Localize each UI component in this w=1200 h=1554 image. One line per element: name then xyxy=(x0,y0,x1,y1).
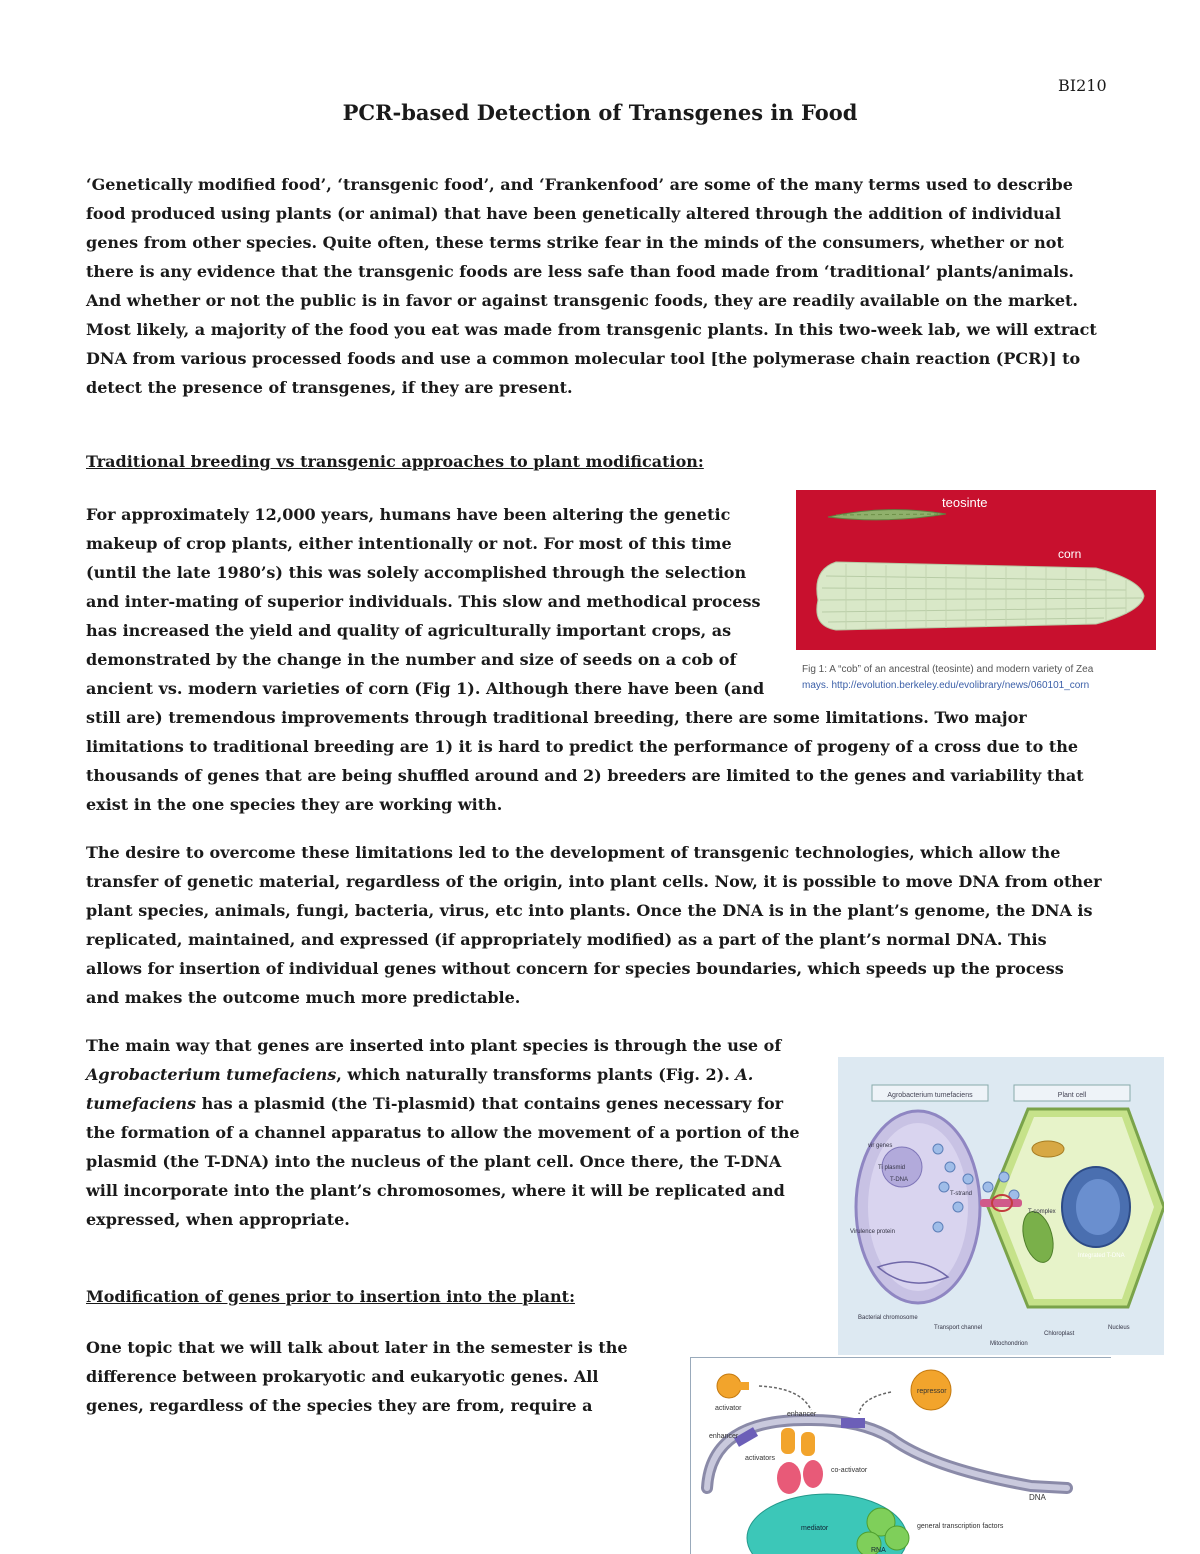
agrobacterium-illustration xyxy=(838,1057,1164,1355)
figure-3-transcription-diagram xyxy=(690,1357,1111,1554)
para-line: ancient vs. modern varieties of corn (Fig 1). Although there have been (and xyxy=(86,679,765,698)
para-line: and makes the outcome much more predictable. xyxy=(86,988,521,1007)
species-abbrev: A. xyxy=(735,1065,754,1084)
corn-illustration xyxy=(796,490,1156,650)
co-activator-label: co-activator xyxy=(831,1467,868,1474)
virulence-label: Virulence protein xyxy=(850,1229,895,1235)
page-title: PCR-based Detection of Transgenes in Food xyxy=(342,100,858,125)
para-line: and inter-mating of superior individuals. This slow and methodical process xyxy=(86,592,761,611)
mitochondrion-label: Mitochondrion xyxy=(990,1341,1028,1347)
para-line xyxy=(86,1060,800,1089)
para-line: genes, regardless of the species they are from, require a xyxy=(86,1396,593,1415)
gene-modification-paragraph xyxy=(86,1333,628,1420)
corn-label: corn xyxy=(1058,547,1082,561)
dna-label: DNA xyxy=(1029,1493,1046,1502)
para-line: limitations to traditional breeding are 1) it is hard to predict the performance of progeny of a cross due to the xyxy=(86,737,1079,756)
agrobacterium-paragraph xyxy=(86,1031,800,1234)
section-heading-gene-modification: Modification of genes prior to insertion into the plant: xyxy=(86,1287,575,1306)
intro-paragraph xyxy=(86,170,1097,402)
caption-url[interactable]: mays. http://evolution.berkeley.edu/evolibrary/news/060101_corn xyxy=(802,680,1090,691)
intro-line: And whether or not the public is in favor or against transgenic foods, they are readily available on the market. xyxy=(86,291,1078,310)
species-name: Agrobacterium tumefaciens xyxy=(86,1065,337,1084)
enhancer-label-left: enhancer xyxy=(709,1433,739,1440)
intro-line: there is any evidence that the transgenic foods are less safe than food made from ‘traditional’ plants/animals. xyxy=(86,262,1074,281)
caption-text: Fig 1: A “cob” of an ancestral (teosinte) and modern variety of Zea xyxy=(802,664,1094,675)
species-name: tumefaciens xyxy=(86,1094,197,1113)
para-line: will incorporate into the plant’s chromosomes, where it will be replicated and xyxy=(86,1181,785,1200)
section-heading-traditional-breeding: Traditional breeding vs transgenic approaches to plant modification: xyxy=(86,452,704,471)
para-text: , which naturally transforms plants (Fig. 2). xyxy=(336,1065,736,1084)
general-transcription-factors-label: general transcription factors xyxy=(917,1523,1004,1530)
para-line: allows for insertion of individual genes without concern for species boundaries, which speeds up the process xyxy=(86,959,1064,978)
intro-line: detect the presence of transgenes, if they are present. xyxy=(86,378,573,397)
para-line: plant species, animals, fungi, bacteria, virus, etc into plants. Once the DNA is in the plant’s genome, the DNA is xyxy=(86,901,1093,920)
transcription-illustration xyxy=(691,1358,1111,1554)
intro-line: Most likely, a majority of the food you eat was made from transgenic plants. In this two-week lab, we will extract xyxy=(86,320,1097,339)
para-line: makeup of crop plants, either intentionally or not. For most of this time xyxy=(86,534,732,553)
mediator-label: mediator xyxy=(801,1525,829,1532)
para-line: thousands of genes that are being shuffled around and 2) breeders are limited to the genes and variability that xyxy=(86,766,1084,785)
para-line: replicated, maintained, and expressed (if appropriately modified) as a part of the plant’s normal DNA. This xyxy=(86,930,1047,949)
activator-label: activator xyxy=(715,1405,742,1412)
t-complex-label: T-complex xyxy=(1028,1209,1056,1215)
para-line: The desire to overcome these limitations led to the development of transgenic technologies, which allow the xyxy=(86,843,1061,862)
para-line: The main way that genes are inserted into plant species is through the use of xyxy=(86,1036,782,1055)
para-line: (until the late 1980’s) this was solely accomplished through the selection xyxy=(86,563,747,582)
para-line xyxy=(86,1089,800,1118)
para-line: still are) tremendous improvements through traditional breeding, there are some limitations. Two major xyxy=(86,708,1027,727)
intro-line: DNA from various processed foods and use a common molecular tool [the polymerase chain reaction (PCR)] to xyxy=(86,349,1081,368)
para-line: demonstrated by the change in the number and size of seeds on a cob of xyxy=(86,650,737,669)
ti-plasmid-label: Ti plasmid xyxy=(878,1165,906,1171)
rna-label: RNA xyxy=(871,1547,886,1554)
para-line: exist in the one species they are working with. xyxy=(86,795,503,814)
enhancer-label: enhancer xyxy=(787,1411,817,1418)
para-line: plasmid (the T-DNA) into the nucleus of the plant cell. Once there, the T-DNA xyxy=(86,1152,782,1171)
vir-genes-label: vir genes xyxy=(868,1143,893,1149)
transgenic-paragraph xyxy=(86,838,1102,1012)
intro-line: food produced using plants (or animal) that have been genetically altered through the addition of individual xyxy=(86,204,1062,223)
figure-1-corn-image xyxy=(796,490,1156,650)
transport-channel-label: Transport channel xyxy=(934,1325,983,1331)
t-strand-label: T-strand xyxy=(950,1191,973,1197)
intro-line: genes from other species. Quite often, these terms strike fear in the minds of the consumers, whether or not xyxy=(86,233,1064,252)
activators-label: activators xyxy=(745,1455,775,1462)
para-line: One topic that we will talk about later in the semester is the xyxy=(86,1338,628,1357)
intro-line: ‘Genetically modified food’, ‘transgenic food’, and ‘Frankenfood’ are some of the many terms used to describe xyxy=(86,175,1073,194)
teosinte-label: teosinte xyxy=(942,495,988,510)
para-line: expressed, when appropriate. xyxy=(86,1210,350,1229)
para-line: transfer of genetic material, regardless of the origin, into plant cells. Now, it is possible to move DNA from other xyxy=(86,872,1102,891)
figure-1-caption xyxy=(802,662,1162,694)
para-line: difference between prokaryotic and eukaryotic genes. All xyxy=(86,1367,599,1386)
para-line: the formation of a channel apparatus to allow the movement of a portion of the xyxy=(86,1123,800,1142)
para-line: For approximately 12,000 years, humans have been altering the genetic xyxy=(86,505,731,524)
t-dna-label: T-DNA xyxy=(890,1177,908,1183)
plant-cell-label: Plant cell xyxy=(1057,1092,1087,1099)
agro-label: Agrobacterium tumefaciens xyxy=(887,1092,973,1099)
chloroplast-label: Chloroplast xyxy=(1044,1331,1075,1337)
integrated-tdna-label: Integrated T-DNA xyxy=(1078,1253,1125,1259)
repressor-label: repressor xyxy=(917,1388,947,1395)
nucleus-label: Nucleus xyxy=(1108,1325,1130,1331)
figure-2-agrobacterium-diagram xyxy=(838,1057,1164,1355)
para-line: has increased the yield and quality of agriculturally important crops, as xyxy=(86,621,732,640)
bacterial-chromosome-label: Bacterial chromosome xyxy=(858,1315,918,1321)
course-code: BI210 xyxy=(1058,76,1107,95)
para-text: has a plasmid (the Ti-plasmid) that contains genes necessary for xyxy=(196,1094,784,1113)
